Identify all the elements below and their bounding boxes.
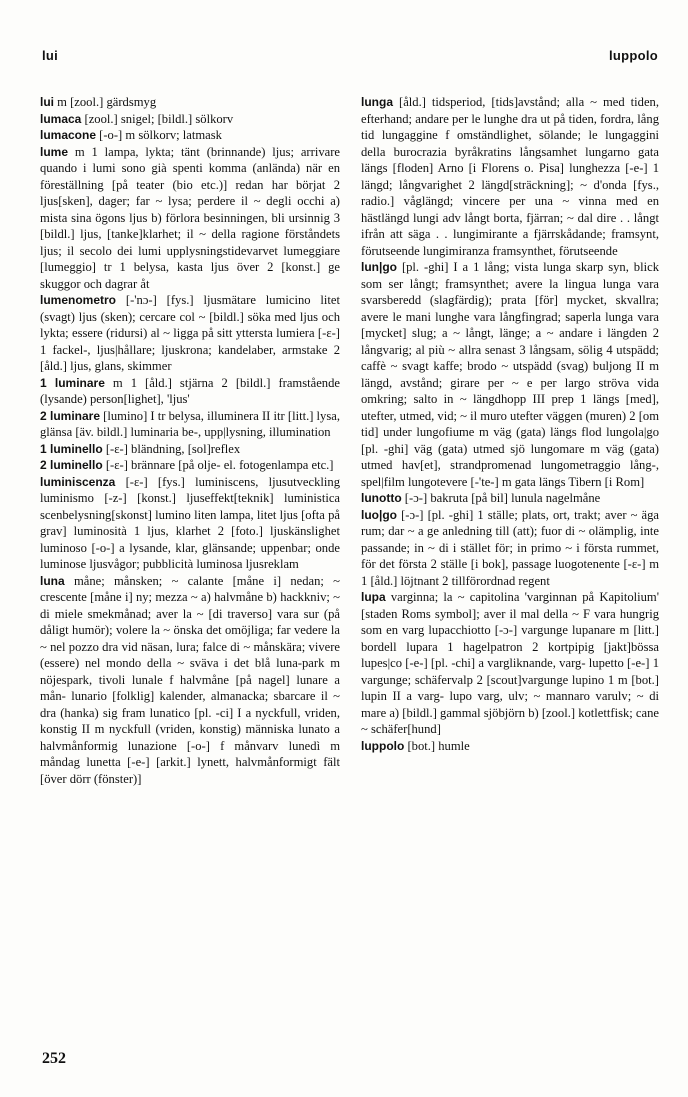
headword: lumacone <box>40 128 97 142</box>
definition: varginna; la ~ capitolina 'varginnan på Kapitolium' [staden Roms symbol]; aver il mal della ~ F vara hungrig som en varg lupacchiotto [-ɔ-] vargunge lupanare m [litt.] bordell lupara 1 hagelpatron 2 kortpipig [jakt]bössa lupes|co [-e-] [pl. -chi] a vargliknande, varg- lupetto [-e-] 1 vargunge; schäfervalp 2 [scout]vargunge lupino 1 m [bot.] lupin II a varg- lupo varg, ulv; ~ mannaro varulv; ~ di mare a) [bildl.] gammal sjöbjörn b) [zool.] kotlettfisk; cane ~ schäfer[hund] <box>361 590 659 736</box>
headword: lumenometro <box>40 293 117 307</box>
definition: [-'nɔ-] [fys.] ljusmätare lumicino litet (svagt) ljus (sken); cercare col ~ [bildl.] söka med ljus och lykta; essere (ridursi) al ~ ligga på sitt yttersta lumiera [-ɛ-] 1 fackel-, ljus|hållare; ljuskrona; kandelaber, armstake 2 [åld.] ljus, glans, skimmer <box>40 293 340 373</box>
dictionary-entry <box>40 408 340 441</box>
definition: måne; månsken; ~ calante [måne i] nedan; ~ crescente [måne i] ny; mezza ~ a) halvmåne b) hackkniv; ~ di miele smekmånad; aver la ~ [di traverso] vara sur (på dåligt humör); volere la ~ önska det omöjliga; far vedere la ~ nel pozzo dra vid näsan, lura; falce di ~ månskära; vivere (essere) nel mondo della ~ sväva i det blå luna-park m nöjespark, tivoli lunale f halvmåne [på nagel] lunare a mån- lunario [folklig] kalender, almanacka; sbarcare il ~ dra (hanka) sig fram lunatico [pl. -ci] I a nyckfull, vriden, konstig II m nyckfull (vriden, konstig) människa lunato a halvmånformig lunazione [-o-] f månvarv lunedì m måndag lunetta [-e-] [arkit.] lynett, halvmånformigt fält [över dörr (fönster)] <box>40 573 340 786</box>
right-column <box>361 94 659 754</box>
headword: luppolo <box>361 738 405 753</box>
dictionary-entry <box>40 292 340 375</box>
dictionary-entry <box>361 94 659 259</box>
headword: luna <box>40 573 65 588</box>
dictionary-entry <box>40 111 340 128</box>
dictionary-entry <box>40 457 340 474</box>
left-column <box>40 94 340 787</box>
headword: 2 luminello <box>40 458 103 472</box>
definition: m 1 lampa, lykta; tänt (brinnande) ljus; arrivare quando i lumi sono già spenti komma (anlända) när en föreställning [på teater (bio etc.)] redan har börjat 2 ljus[sken], dager; far ~ lysa; perdere il ~ degli occhi a) mista sina ögons ljus b) förlora besinningen, bli ursinnig 3 [bildl.] ljus, [tanke]klarhet; il ~ della ragione förståndets ljus; il secolo dei lumi upplysningstidevarvet lumeggiare [lumeggio] tr 1 belysa, kasta ljus över 2 [konst.] ge skuggor och dagrar åt <box>40 144 340 291</box>
headword: 1 luminello <box>40 441 103 456</box>
headword: 2 luminare <box>40 408 101 423</box>
dictionary-entry <box>361 507 659 590</box>
definition: [-ɛ-] [fys.] luminiscens, ljusutveckling luminismo [-z-] [konst.] ljuseffekt[teknik] luministica scenbelysning[skonst] lumino liten lampa, litet ljus [ofta på grav] luminosità 1 ljus, klarhet 2 [foto.] ljuskänslighet luminoso [-o-] a lysande, klar, glänsande; uppenbar; onde luminose ljusvågor; pubblicità luminosa ljusreklam <box>40 474 340 571</box>
definition: [lumino] I tr belysa, illuminera II itr [litt.] lysa, glänsa [äv. bildl.] luminaria be-, upp|lysning, illumination <box>40 408 340 439</box>
definition: [åld.] tidsperiod, [tids]avstånd; alla ~ med tiden, efterhand; andare per le lunghe dra ut på tiden, fordra, lång tid lungaggine f omständlighet, sölande; le lungaggini della burocrazia byråkratins långsamhet lungarno gata längs [floden] Arno [i Florens o. Pisa] lunghezza [-e-] 1 längd; långvarighet 2 längd[sträckning]; ~ d'onda [fys., radio.] våglängd; vincere per una ~ vinna med en hästlängd lungi adv långt borta, fjärran; ~ dal dire . . långt ifrån att säga . . lungimirante a fjärrskådande; framsynt, förutseende lungimiranza framsynthet, förutseende <box>361 95 659 258</box>
dictionary-entry <box>361 738 659 755</box>
headword: lui <box>40 95 54 109</box>
running-head-left: lui <box>42 48 59 63</box>
definition: [-ɛ-] bländning, [sol]reflex <box>102 441 241 456</box>
definition: [-ɛ-] brännare [på olje- el. fotogenlampa etc.] <box>102 458 334 472</box>
dictionary-entry <box>40 573 340 788</box>
headword: lun|go <box>361 260 398 274</box>
headword: 1 luminare <box>40 375 105 390</box>
headword: luminiscenza <box>40 474 116 489</box>
headword: lunotto <box>361 491 402 505</box>
definition: [-o-] m sölkorv; latmask <box>96 128 222 142</box>
dictionary-entry <box>40 441 340 458</box>
headword: lume <box>40 144 69 159</box>
dictionary-entry <box>40 375 340 408</box>
headword: lupa <box>361 590 386 604</box>
headword: lumaca <box>40 111 82 126</box>
headword: lunga <box>361 95 393 109</box>
dictionary-entry <box>40 144 340 293</box>
definition: [zool.] snigel; [bildl.] sölkorv <box>81 111 234 126</box>
page-number: 252 <box>42 1050 66 1067</box>
definition: m [zool.] gärdsmyg <box>54 95 157 109</box>
dictionary-entry <box>40 94 340 111</box>
dictionary-entry <box>361 490 659 507</box>
definition: m 1 [åld.] stjärna 2 [bildl.] framstående (lysande) person[lighet], 'ljus' <box>40 375 340 406</box>
running-head-right: luppolo <box>608 48 658 63</box>
definition: [pl. -ghi] I a 1 lång; vista lunga skarp syn, blick som ser långt; framsynthet; avere la lingua lunga vara svarsberedd (slagfärdig); prata [för] mycket, skvallra; avere le mani lunghe vara långfingrad; saperla lunga vara [mycket] slug; a ~ långt, länge; a ~ andare i längden 2 långvarig; al più ~ allra senast 3 långsam, sölig 4 utspädd; caffè ~ svagt kaffe; brodo ~ utspädd (svag) buljong II m längd, avstånd; girare per ~ e per largo ströva vida omkring; salto in ~ längdhopp III prep 1 längs [med], utefter, utmed, vid; ~ il muro utefter väggen (muren) 2 [om tid] under lungofiume m väg (gata) längs flod lungola|go [pl. -ghi] väg (gata) utmed sjö lungomare m väg (gata) utmed hav[et], strandpromenad lungometraggio lång-, spel|film lungotevere [-'te-] m gata längs Tibern [i Rom] <box>361 260 659 489</box>
dictionary-entry <box>40 474 340 573</box>
headword: luo|go <box>361 507 398 522</box>
definition: [bot.] humle <box>404 738 470 753</box>
dictionary-entry <box>361 589 659 738</box>
definition: [-ɔ-] [pl. -ghi] 1 ställe; plats, ort, trakt; aver ~ äga rum; dar ~ a ge anledning till (att); fuor di ~ olämplig, inte passande; in ~ di i stället för; in primo ~ i första rummet, för det första 2 ställe [i bok], passage luogotenente [-ɛ-] m 1 [åld.] löjtnant 2 tillförordnad regent <box>361 507 659 588</box>
definition: [-ɔ-] bakruta [på bil] lunula nagelmåne <box>401 491 601 505</box>
dictionary-entry <box>40 127 340 144</box>
dictionary-entry <box>361 259 659 490</box>
